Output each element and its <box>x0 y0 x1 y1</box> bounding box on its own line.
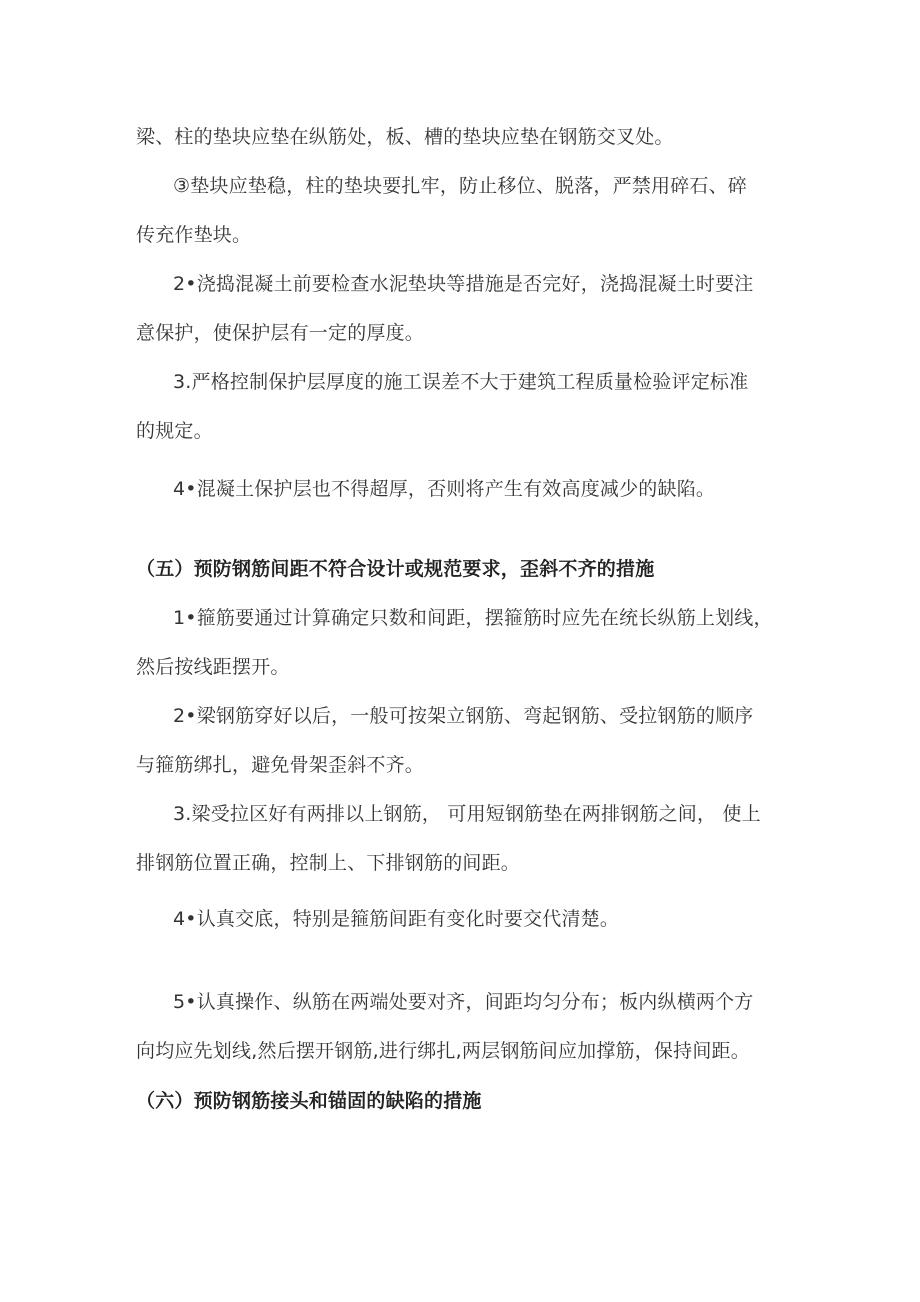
paragraph-line: 传充作垫块。 <box>136 224 252 246</box>
section-heading: （六）预防钢筋接头和锚固的缺陷的措施 <box>136 1090 482 1112</box>
paragraph-line: 意保护，使保护层有一定的厚度。 <box>136 322 425 344</box>
paragraph-line: 排钢筋位置正确，控制上、下排钢筋的间距。 <box>136 852 521 874</box>
paragraph-line: ③垫块应垫稳，柱的垫块要扎牢，防止移位、脱落，严禁用碎石、碎 <box>173 175 748 197</box>
paragraph-line: 1•箍筋要通过计算确定只数和间距，摆箍筋时应先在统长纵筋上划线， <box>173 607 773 629</box>
paragraph-line: 3.严格控制保护层厚度的施工误差不大于建筑工程质量检验评定标准 <box>173 371 749 393</box>
paragraph-line: 与箍筋绑扎，避免骨架歪斜不齐。 <box>136 754 425 776</box>
paragraph-line: 3.梁受拉区好有两排以上钢筋， 可用短钢筋垫在两排钢筋之间， 使上 <box>173 803 761 825</box>
paragraph-line: 然后按线距摆开。 <box>136 656 290 678</box>
paragraph-line: 2•梁钢筋穿好以后，一般可按架立钢筋、弯起钢筋、受拉钢筋的顺序 <box>173 705 754 727</box>
paragraph-line: 梁、柱的垫块应垫在纵筋处，板、槽的垫块应垫在钢筋交叉处。 <box>136 126 674 148</box>
paragraph-line: 4•认真交底，特别是箍筋间距有变化时要交代清楚。 <box>173 908 620 930</box>
paragraph-line: 2•浇捣混凝土前要检查水泥垫块等措施是否完好，浇捣混凝土时要注 <box>173 273 754 295</box>
paragraph-line: 的规定。 <box>136 420 213 442</box>
section-heading: （五）预防钢筋间距不符合设计或规范要求，歪斜不齐的措施 <box>136 558 655 580</box>
paragraph-line: 向均应先划线,然后摆开钢筋,进行绑扎,两层钢筋间应加撑筋，保持间距。 <box>136 1040 750 1062</box>
paragraph-line: 5•认真操作、纵筋在两端处要对齐，间距均匀分布；板内纵横两个方 <box>173 991 754 1013</box>
paragraph-line: 4•混凝土保护层也不得超厚，否则将产生有效高度减少的缺陷。 <box>173 478 716 500</box>
